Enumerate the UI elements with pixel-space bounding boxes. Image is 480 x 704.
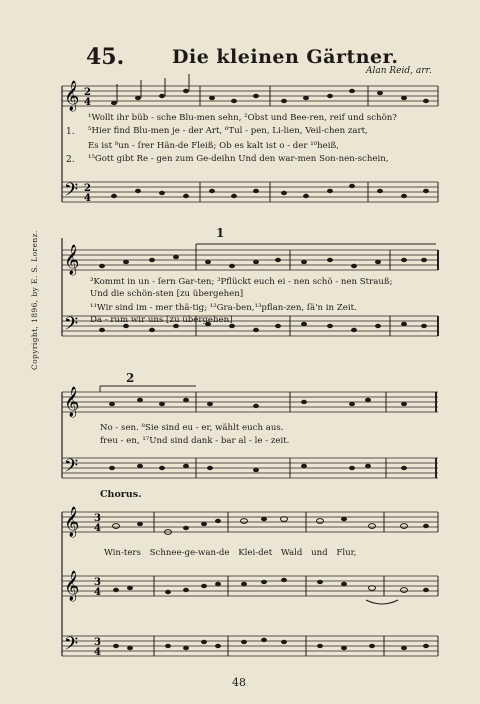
copyright-notice: Copyright, 1896, by E. S. Lorenz.: [30, 230, 39, 370]
svg-text:4: 4: [94, 647, 101, 658]
svg-text:3: 3: [94, 513, 101, 524]
svg-text:3: 3: [94, 637, 101, 648]
chorus-lyric-line: Win-ters Schnee-ge-wan-de Klei-det Wald und Flur,: [104, 548, 357, 558]
lyric-line: ⁵Hier find Blu-men je - der Art, ⁶Tul - pen, Li-lien, Veil-chen zart,: [88, 126, 368, 136]
lyric-line: freu - en, ¹⁷Und sind dank - bar al - le - zeit.: [100, 436, 290, 446]
lyric-line: ³Kommt in un - ſern Gar-ten; ³Pflückt euch ei - nen schö - nen Strauß;: [90, 277, 393, 287]
system-3-staves: [62, 386, 438, 481]
treble-clef-icon: 𝄞: [64, 245, 80, 275]
lyric-line: ¹⁵Gott gibt Re - gen zum Ge-deihn Und den war-men Son-nen-schein,: [88, 154, 389, 164]
chorus-staves: [62, 506, 438, 659]
arranger-credit: Alan Reid, arr.: [366, 66, 432, 76]
treble-clef-icon: 𝄞: [64, 81, 80, 111]
second-ending-marker: 2: [126, 371, 135, 385]
svg-text:2: 2: [84, 183, 91, 194]
svg-text:4: 4: [94, 523, 101, 534]
lyric-line: ¹Wollt ihr büb - sche Blu-men sehn, ²Obst und Bee-ren, reif und schön?: [88, 113, 397, 123]
hymn-number: 45.: [86, 44, 125, 70]
verse-number: 1.: [66, 127, 75, 137]
lyric-line: Und die schön-sten [zu übergehen]: [90, 289, 244, 299]
verse-number: 2.: [66, 155, 75, 165]
bass-clef-icon: 𝄢: [64, 456, 79, 481]
treble-clef-icon: 𝄞: [64, 571, 80, 601]
lyric-line: ¹¹Wir sind im - mer thä-tig; ¹²Gra-ben,¹³pflan-zen, ſä'n in Zeit.: [90, 303, 357, 313]
svg-text:3: 3: [94, 577, 101, 588]
bass-clef-icon: 𝄢: [64, 180, 79, 205]
page-number: 48: [232, 676, 246, 689]
lyric-line: No - sen. ⁸Sie sind eu - er, wählt euch aus.: [100, 423, 284, 433]
system-1-staves: [62, 74, 438, 205]
svg-text:4: 4: [94, 587, 101, 598]
treble-clef-icon: 𝄞: [64, 507, 80, 537]
hymn-title: Die kleinen Gärtner.: [172, 46, 399, 68]
bass-clef-icon: 𝄢: [64, 314, 79, 339]
bass-clef-icon: 𝄢: [64, 634, 79, 659]
first-ending-marker: 1: [216, 226, 225, 240]
svg-text:2: 2: [84, 87, 91, 98]
svg-text:4: 4: [84, 97, 91, 108]
svg-text:4: 4: [84, 193, 91, 204]
lyric-line: Da - rum wir uns [zu übergehen]: [90, 315, 233, 325]
lyric-line: Es ist ⁸un - ſrer Hän-de Fleiß; Ob es kalt ist o - der ¹⁰heiß,: [88, 141, 339, 151]
chorus-label: Chorus.: [100, 489, 142, 500]
treble-clef-icon: 𝄞: [64, 387, 80, 417]
